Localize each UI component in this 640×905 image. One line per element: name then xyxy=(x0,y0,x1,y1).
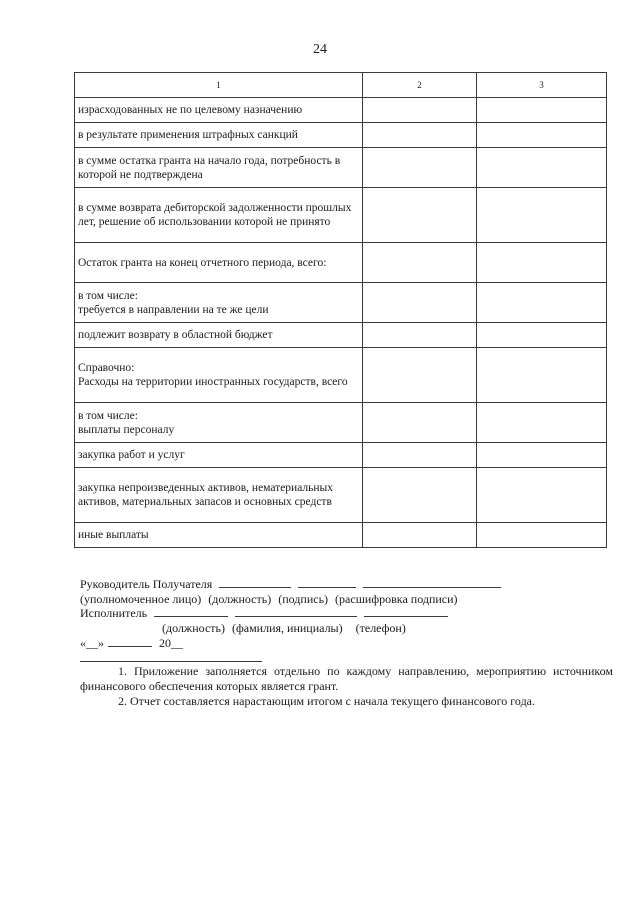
value-cell xyxy=(363,403,477,443)
value-cell xyxy=(363,348,477,403)
value-cell xyxy=(477,523,607,548)
row-label: в сумме остатка гранта на начало года, потребность в которой не подтверждена xyxy=(75,148,363,188)
executor-position-blank[interactable] xyxy=(154,606,228,617)
signature-captions-executor xyxy=(162,621,410,635)
table-row xyxy=(75,188,607,243)
value-cell xyxy=(477,443,607,468)
value-cell xyxy=(363,468,477,523)
row-label: закупка работ и услуг xyxy=(75,443,363,468)
table-row xyxy=(75,348,607,403)
position-blank[interactable] xyxy=(219,577,291,588)
row-label: Остаток гранта на конец отчетного периода, всего: xyxy=(75,243,363,283)
date-line xyxy=(80,636,187,650)
row-label: подлежит возврату в областной бюджет xyxy=(75,323,363,348)
value-cell xyxy=(477,323,607,348)
executor-label: Исполнитель xyxy=(80,606,148,620)
value-cell xyxy=(363,148,477,188)
head-label: Руководитель Получателя xyxy=(80,577,213,591)
table-header-row xyxy=(75,73,607,98)
row-label: в том числе: требуется в направлении на те же цели xyxy=(75,283,363,323)
row-label: Справочно: Расходы на территории иностранных государств, всего xyxy=(75,348,363,403)
value-cell xyxy=(477,123,607,148)
value-cell xyxy=(363,188,477,243)
table-row xyxy=(75,468,607,523)
date-month-blank[interactable] xyxy=(108,636,152,647)
executor-name-blank[interactable] xyxy=(235,606,357,617)
date-year: 20__ xyxy=(159,636,183,650)
value-cell xyxy=(477,468,607,523)
footnote-divider xyxy=(80,661,262,662)
table-row xyxy=(75,243,607,283)
table-row xyxy=(75,283,607,323)
value-cell xyxy=(477,348,607,403)
row-label: израсходованных не по целевому назначению xyxy=(75,98,363,123)
row-label: в результате применения штрафных санкций xyxy=(75,123,363,148)
executor-phone-blank[interactable] xyxy=(364,606,448,617)
signature-line-executor xyxy=(80,606,452,620)
phone-caption: (телефон) xyxy=(355,621,406,635)
signature-captions-head xyxy=(80,592,462,606)
value-cell xyxy=(363,243,477,283)
table-row xyxy=(75,403,607,443)
footnote-2: 2. Отчет составляется нарастающим итогом с начала текущего финансового года. xyxy=(118,694,535,708)
value-cell xyxy=(477,243,607,283)
table-row xyxy=(75,98,607,123)
row-label: в сумме возврата дебиторской задолженности прошлых лет, решение об использовании которой не принято xyxy=(75,188,363,243)
value-cell xyxy=(477,98,607,123)
value-cell xyxy=(477,148,607,188)
value-cell xyxy=(363,523,477,548)
page-number: 24 xyxy=(313,42,327,57)
name-initials-caption: (фамилия, инициалы) xyxy=(231,621,343,635)
row-label: иные выплаты xyxy=(75,523,363,548)
value-cell xyxy=(477,403,607,443)
table-row xyxy=(75,123,607,148)
value-cell xyxy=(363,283,477,323)
column-header-3: 3 xyxy=(477,73,607,98)
value-cell xyxy=(363,443,477,468)
column-header-1: 1 xyxy=(75,73,363,98)
value-cell xyxy=(477,188,607,243)
value-cell xyxy=(477,283,607,323)
footnote-1: 1. Приложение заполняется отдельно по каждому направлению, мероприятию источником финансового обеспечения которых является грант. xyxy=(80,664,613,693)
row-label: закупка непроизведенных активов, нематериальных активов, материальных запасов и основных средств xyxy=(75,468,363,523)
table-row xyxy=(75,323,607,348)
signature-blank[interactable] xyxy=(298,577,356,588)
decryption-blank[interactable] xyxy=(363,577,501,588)
decryption-caption: (расшифровка подписи) xyxy=(335,592,458,606)
row-label: в том числе: выплаты персоналу xyxy=(75,403,363,443)
table-row xyxy=(75,523,607,548)
table-row xyxy=(75,148,607,188)
column-header-2: 2 xyxy=(363,73,477,98)
report-table xyxy=(74,72,607,548)
position-caption: (должность) xyxy=(208,592,272,606)
signature-caption: (подпись) xyxy=(278,592,329,606)
value-cell xyxy=(363,323,477,348)
table-row xyxy=(75,443,607,468)
position2-caption: (должность) xyxy=(162,621,225,635)
authorized-person-caption: (уполномоченное лицо) xyxy=(80,592,202,606)
value-cell xyxy=(363,98,477,123)
date-open: «__» xyxy=(80,636,104,650)
signature-line-head xyxy=(80,577,505,591)
value-cell xyxy=(363,123,477,148)
